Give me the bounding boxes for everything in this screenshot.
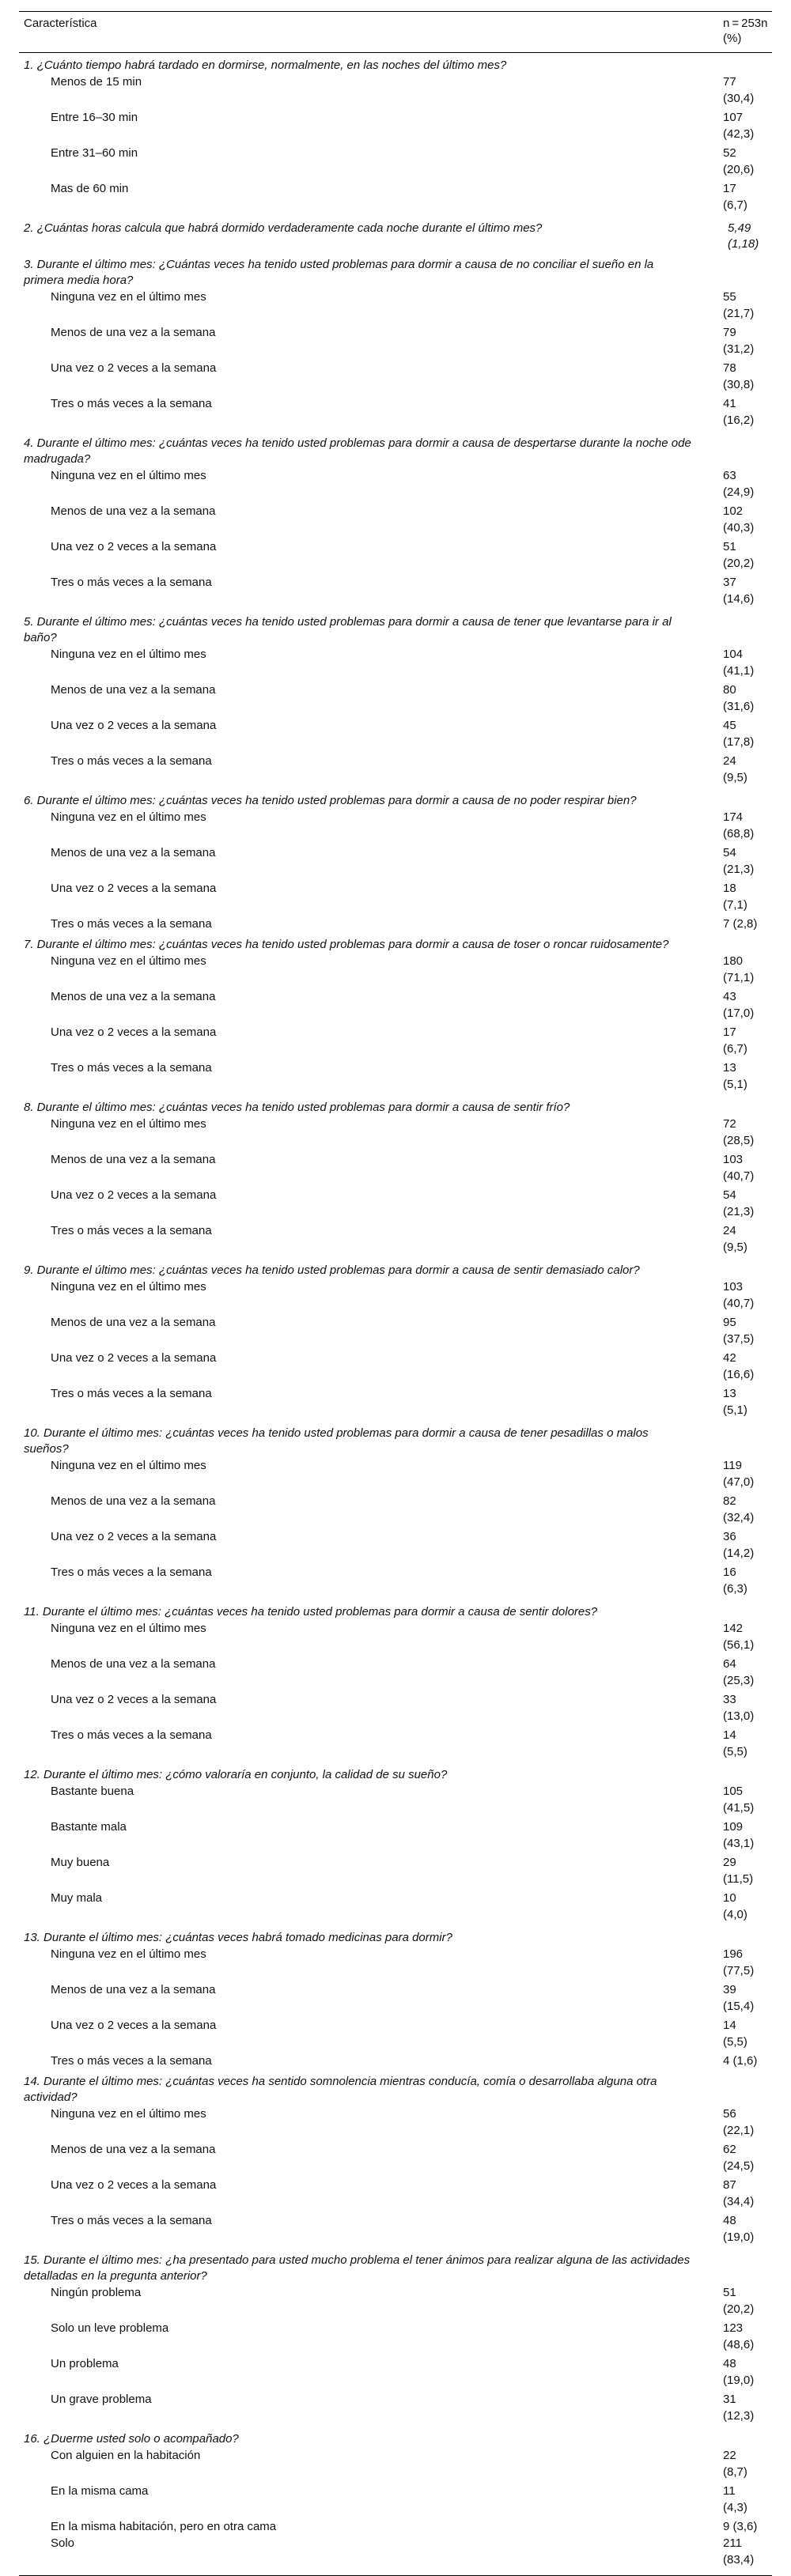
option-value: 82 (32,4) <box>723 1494 755 1524</box>
option-label: Ninguna vez en el último mes <box>51 1622 206 1635</box>
option-row <box>19 1691 772 1727</box>
option-row <box>19 2177 772 2212</box>
option-label: Menos de una vez a la semana <box>51 1983 216 1996</box>
option-value: 180 (71,1) <box>723 954 755 984</box>
question-text: 6. Durante el último mes: ¿cuántas veces ha tenido usted problemas para dormir a causa de no poder respirar bien? <box>24 794 637 807</box>
option-row <box>19 1946 772 1981</box>
option-label: Ninguna vez en el último mes <box>51 1459 206 1472</box>
option-value: 24 (9,5) <box>723 1224 747 1254</box>
question-row <box>19 216 772 252</box>
option-label: Un problema <box>51 2357 119 2370</box>
question-text: 2. ¿Cuántas horas calcula que habrá dormido verdaderamente cada noche durante el último mes? <box>24 221 543 235</box>
option-value: 51 (20,2) <box>723 540 755 570</box>
option-row <box>19 1493 772 1528</box>
question-text: 15. Durante el último mes: ¿ha presentado para usted mucho problema el tener ánimos para realizar alguna de las actividades detalladas en la pregunta anterior? <box>24 2253 691 2283</box>
option-label: Una vez o 2 veces a la semana <box>51 1693 217 1706</box>
option-row <box>19 844 772 880</box>
option-value: 63 (24,9) <box>723 469 755 499</box>
option-row <box>19 2355 772 2391</box>
option-row <box>19 2141 772 2177</box>
option-value: 51 (20,2) <box>723 2286 755 2316</box>
option-row <box>19 1187 772 1222</box>
option-value: 4 (1,6) <box>723 2054 758 2068</box>
option-row <box>19 1656 772 1691</box>
question-text: 3. Durante el último mes: ¿Cuántas veces ha tenido usted problemas para dormir a causa de no conciliar el sueño en la primera media hora? <box>24 258 654 287</box>
option-label: Menos de una vez a la semana <box>51 1316 216 1329</box>
option-label: Una vez o 2 veces a la semana <box>51 540 217 553</box>
option-label: Menos de una vez a la semana <box>51 990 216 1003</box>
option-label: Menos de una vez a la semana <box>51 1494 216 1508</box>
option-label: Tres o más veces a la semana <box>51 576 212 589</box>
option-value: 62 (24,5) <box>723 2143 755 2173</box>
option-label: Ninguna vez en el último mes <box>51 954 206 968</box>
option-row <box>19 395 772 431</box>
option-value: 17 (6,7) <box>723 182 747 212</box>
option-value: 95 (37,5) <box>723 1316 755 1346</box>
question-text: 5. Durante el último mes: ¿cuántas veces ha tenido usted problemas para dormir a causa de tener que levantarse para ir al baño? <box>24 615 672 644</box>
question-value <box>723 788 772 809</box>
option-value: 36 (14,2) <box>723 1530 755 1560</box>
option-label: Una vez o 2 veces a la semana <box>51 2019 217 2032</box>
option-row <box>19 180 772 216</box>
option-row <box>19 646 772 682</box>
option-label: Ninguna vez en el último mes <box>51 1947 206 1961</box>
question-value <box>723 1421 772 1457</box>
option-value: 42 (16,6) <box>723 1351 755 1381</box>
question-row <box>19 2069 772 2106</box>
option-label: Ninguna vez en el último mes <box>51 1117 206 1131</box>
option-value: 103 (40,7) <box>723 1280 755 1310</box>
header-percent: (%) <box>723 32 742 45</box>
option-row <box>19 1727 772 1762</box>
question-text: 10. Durante el último mes: ¿cuántas veces ha tenido usted problemas para dormir a causa de tener pesadillas o malos sueños? <box>24 1426 649 1456</box>
option-value: 102 (40,3) <box>723 504 755 534</box>
option-label: Menos de una vez a la semana <box>51 326 216 339</box>
question-row <box>19 932 772 953</box>
option-value: 7 (2,8) <box>723 917 758 931</box>
question-row <box>19 1762 772 1783</box>
option-value: 41 (16,2) <box>723 397 755 427</box>
question-value <box>723 1925 772 1946</box>
question-value <box>723 1258 772 1279</box>
option-row <box>19 916 772 932</box>
option-label: Tres o más veces a la semana <box>51 2054 212 2068</box>
option-label: Menos de una vez a la semana <box>51 2143 216 2156</box>
option-row <box>19 324 772 360</box>
question-row <box>19 1600 772 1620</box>
option-value: 45 (17,8) <box>723 719 755 749</box>
question-value <box>723 1762 772 1783</box>
question-text: 9. Durante el último mes: ¿cuántas veces ha tenido usted problemas para dormir a causa de sentir demasiado calor? <box>24 1263 640 1277</box>
question-text: 8. Durante el último mes: ¿cuántas veces ha tenido usted problemas para dormir a causa de sentir frío? <box>24 1101 570 1114</box>
option-label: Ningún problema <box>51 2286 142 2299</box>
option-label: Ninguna vez en el último mes <box>51 1280 206 1294</box>
option-row <box>19 953 772 988</box>
option-value: 119 (47,0) <box>723 1459 755 1489</box>
option-value: 22 (8,7) <box>723 2449 747 2479</box>
option-row <box>19 2212 772 2248</box>
option-label: En la misma cama <box>51 2484 149 2498</box>
option-row <box>19 289 772 324</box>
option-row <box>19 717 772 753</box>
option-label: Una vez o 2 veces a la semana <box>51 882 217 895</box>
question-row <box>19 610 772 646</box>
option-row <box>19 2106 772 2141</box>
option-row <box>19 1890 772 1925</box>
option-value: 79 (31,2) <box>723 326 755 356</box>
option-value: 54 (21,3) <box>723 846 755 876</box>
option-label: Ninguna vez en el último mes <box>51 290 206 304</box>
option-row <box>19 2391 772 2427</box>
option-label: Menos de 15 min <box>51 75 142 89</box>
option-value: 105 (41,5) <box>723 1785 755 1815</box>
option-row <box>19 1059 772 1095</box>
option-row <box>19 1564 772 1600</box>
option-label: Solo <box>51 2536 75 2550</box>
question-row <box>19 1925 772 1946</box>
option-value: 87 (34,4) <box>723 2178 755 2208</box>
option-row <box>19 1385 772 1421</box>
header-row <box>19 12 772 53</box>
option-row <box>19 1819 772 1854</box>
option-value: 54 (21,3) <box>723 1188 755 1218</box>
option-label: Ninguna vez en el último mes <box>51 648 206 661</box>
question-value <box>723 2069 772 2106</box>
option-label: Entre 16–30 min <box>51 111 138 124</box>
option-row <box>19 538 772 574</box>
option-label: Una vez o 2 veces a la semana <box>51 2178 217 2192</box>
question-value <box>723 610 772 646</box>
option-label: Menos de una vez a la semana <box>51 846 216 859</box>
question-row <box>19 431 772 467</box>
option-label: Ninguna vez en el último mes <box>51 2107 206 2121</box>
option-row <box>19 1116 772 1151</box>
question-text: 13. Durante el último mes: ¿cuántas veces habrá tomado medicinas para dormir? <box>24 1931 452 1944</box>
question-value: 5,49 (1,18) <box>728 221 759 251</box>
option-value: 29 (11,5) <box>723 1856 754 1886</box>
option-label: Una vez o 2 veces a la semana <box>51 1188 217 1202</box>
option-value: 43 (17,0) <box>723 990 755 1020</box>
option-row <box>19 1024 772 1059</box>
question-row <box>19 2248 772 2284</box>
option-label: Tres o más veces a la semana <box>51 754 212 768</box>
option-value: 17 (6,7) <box>723 1025 747 1056</box>
question-row <box>19 788 772 809</box>
option-value: 196 (77,5) <box>723 1947 755 1977</box>
option-row <box>19 2053 772 2069</box>
sleep-questionnaire-table <box>19 11 772 2570</box>
option-row <box>19 1279 772 1314</box>
option-label: Entre 31–60 min <box>51 146 138 160</box>
option-label: Tres o más veces a la semana <box>51 1728 212 1742</box>
option-value: 123 (48,6) <box>723 2321 755 2351</box>
option-label: Tres o más veces a la semana <box>51 1061 212 1075</box>
option-value: 14 (5,5) <box>723 1728 747 1758</box>
question-row <box>19 53 772 74</box>
option-row <box>19 1314 772 1350</box>
option-value: 56 (22,1) <box>723 2107 755 2137</box>
option-label: Tres o más veces a la semana <box>51 1387 212 1400</box>
option-value: 77 (30,4) <box>723 75 755 105</box>
option-label: Mas de 60 min <box>51 182 129 195</box>
question-row <box>19 1095 772 1116</box>
option-row <box>19 74 772 109</box>
option-value: 11 (4,3) <box>723 2484 747 2514</box>
option-row <box>19 574 772 610</box>
option-label: Menos de una vez a la semana <box>51 504 216 518</box>
option-row <box>19 753 772 788</box>
option-value: 107 (42,3) <box>723 111 755 141</box>
option-row <box>19 1222 772 1258</box>
option-value: 13 (5,1) <box>723 1061 747 1091</box>
option-value: 33 (13,0) <box>723 1693 755 1723</box>
option-row <box>19 360 772 395</box>
option-row <box>19 1620 772 1656</box>
option-value: 14 (5,5) <box>723 2019 747 2049</box>
question-text: 16. ¿Duerme usted solo o acompañado? <box>24 2432 239 2446</box>
option-value: 174 (68,8) <box>723 810 755 840</box>
option-label: Una vez o 2 veces a la semana <box>51 719 217 732</box>
header-characteristic: Característica <box>24 17 97 30</box>
question-value <box>723 53 772 74</box>
option-value: 13 (5,1) <box>723 1387 747 1417</box>
option-value: 37 (14,6) <box>723 576 755 606</box>
question-value <box>723 1095 772 1116</box>
option-label: Una vez o 2 veces a la semana <box>51 1530 217 1543</box>
option-value: 109 (43,1) <box>723 1820 755 1850</box>
question-text: 1. ¿Cuánto tiempo habrá tardado en dormirse, normalmente, en las noches del último mes? <box>24 59 507 72</box>
question-text: 14. Durante el último mes: ¿cuántas veces ha sentido somnolencia mientras conducía, comía o desarrollaba alguna otra actividad? <box>24 2075 657 2104</box>
option-value: 18 (7,1) <box>723 882 747 912</box>
option-row <box>19 2535 772 2570</box>
question-row <box>19 1421 772 1457</box>
option-row <box>19 1981 772 2017</box>
option-value: 211 (83,4) <box>723 2536 755 2567</box>
option-label: Menos de una vez a la semana <box>51 1153 216 1166</box>
option-value: 9 (3,6) <box>723 2520 758 2533</box>
option-label: Una vez o 2 veces a la semana <box>51 361 217 375</box>
option-label: Muy buena <box>51 1856 110 1869</box>
question-value <box>723 1600 772 1620</box>
option-value: 52 (20,6) <box>723 146 755 176</box>
question-text: 7. Durante el último mes: ¿cuántas veces ha tenido usted problemas para dormir a causa de toser o roncar ruidosamente? <box>24 938 669 951</box>
option-label: Una vez o 2 veces a la semana <box>51 1351 217 1365</box>
question-text: 12. Durante el último mes: ¿cómo valoraría en conjunto, la calidad de su sueño? <box>24 1768 448 1781</box>
option-label: Ninguna vez en el último mes <box>51 810 206 824</box>
option-row <box>19 809 772 844</box>
option-label: En la misma habitación, pero en otra cama <box>51 2520 277 2533</box>
results-table-container <box>19 0 772 2576</box>
option-value: 103 (40,7) <box>723 1153 755 1183</box>
option-row <box>19 1457 772 1493</box>
option-row <box>19 682 772 717</box>
option-row <box>19 2284 772 2320</box>
option-value: 24 (9,5) <box>723 754 747 784</box>
option-label: Menos de una vez a la semana <box>51 1657 216 1671</box>
option-label: Tres o más veces a la semana <box>51 1566 212 1579</box>
header-n: n = 253n <box>723 17 768 30</box>
question-text: 11. Durante el último mes: ¿cuántas veces ha tenido usted problemas para dormir a causa de sentir dolores? <box>24 1605 598 1618</box>
option-value: 64 (25,3) <box>723 1657 755 1687</box>
option-row <box>19 2017 772 2053</box>
option-row <box>19 2320 772 2355</box>
option-row <box>19 1350 772 1385</box>
option-value: 142 (56,1) <box>723 1622 755 1652</box>
question-row <box>19 1258 772 1279</box>
question-row <box>19 2427 772 2447</box>
option-value: 10 (4,0) <box>723 1891 747 1921</box>
option-label: Un grave problema <box>51 2393 152 2406</box>
option-row <box>19 1854 772 1890</box>
question-value <box>723 252 772 289</box>
header-n-percent <box>723 12 772 53</box>
option-value: 48 (19,0) <box>723 2357 755 2387</box>
option-label: Muy mala <box>51 1891 103 1905</box>
option-row <box>19 1151 772 1187</box>
option-label: Tres o más veces a la semana <box>51 917 212 931</box>
option-value: 80 (31,6) <box>723 683 755 713</box>
option-label: Tres o más veces a la semana <box>51 2214 212 2227</box>
option-row <box>19 2483 772 2518</box>
option-row <box>19 2447 772 2483</box>
option-row <box>19 2518 772 2535</box>
option-row <box>19 988 772 1024</box>
option-label: Solo un leve problema <box>51 2321 169 2335</box>
option-value: 31 (12,3) <box>723 2393 755 2423</box>
option-label: Menos de una vez a la semana <box>51 683 216 697</box>
question-value <box>723 2248 772 2284</box>
option-value: 55 (21,7) <box>723 290 755 320</box>
option-value: 16 (6,3) <box>723 1566 747 1596</box>
option-label: Ninguna vez en el último mes <box>51 469 206 482</box>
option-row <box>19 1783 772 1819</box>
question-row <box>19 252 772 289</box>
option-row <box>19 145 772 180</box>
option-label: Tres o más veces a la semana <box>51 1224 212 1237</box>
option-value: 39 (15,4) <box>723 1983 755 2013</box>
option-label: Bastante mala <box>51 1820 127 1834</box>
question-value <box>723 431 772 467</box>
option-row <box>19 1528 772 1564</box>
table-body <box>19 53 772 2571</box>
option-label: Una vez o 2 veces a la semana <box>51 1025 217 1039</box>
option-label: Con alguien en la habitación <box>51 2449 201 2462</box>
option-row <box>19 503 772 538</box>
option-label: Bastante buena <box>51 1785 134 1798</box>
option-row <box>19 467 772 503</box>
option-row <box>19 880 772 916</box>
option-value: 78 (30,8) <box>723 361 755 391</box>
option-label: Tres o más veces a la semana <box>51 397 212 410</box>
option-value: 72 (28,5) <box>723 1117 755 1147</box>
option-value: 48 (19,0) <box>723 2214 755 2244</box>
table-header <box>19 12 772 53</box>
option-value: 104 (41,1) <box>723 648 755 678</box>
question-value <box>723 2427 772 2447</box>
question-text: 4. Durante el último mes: ¿cuántas veces ha tenido usted problemas para dormir a causa de despertarse durante la noche ode madrugada? <box>24 436 691 466</box>
question-value <box>723 932 772 953</box>
option-row <box>19 109 772 145</box>
